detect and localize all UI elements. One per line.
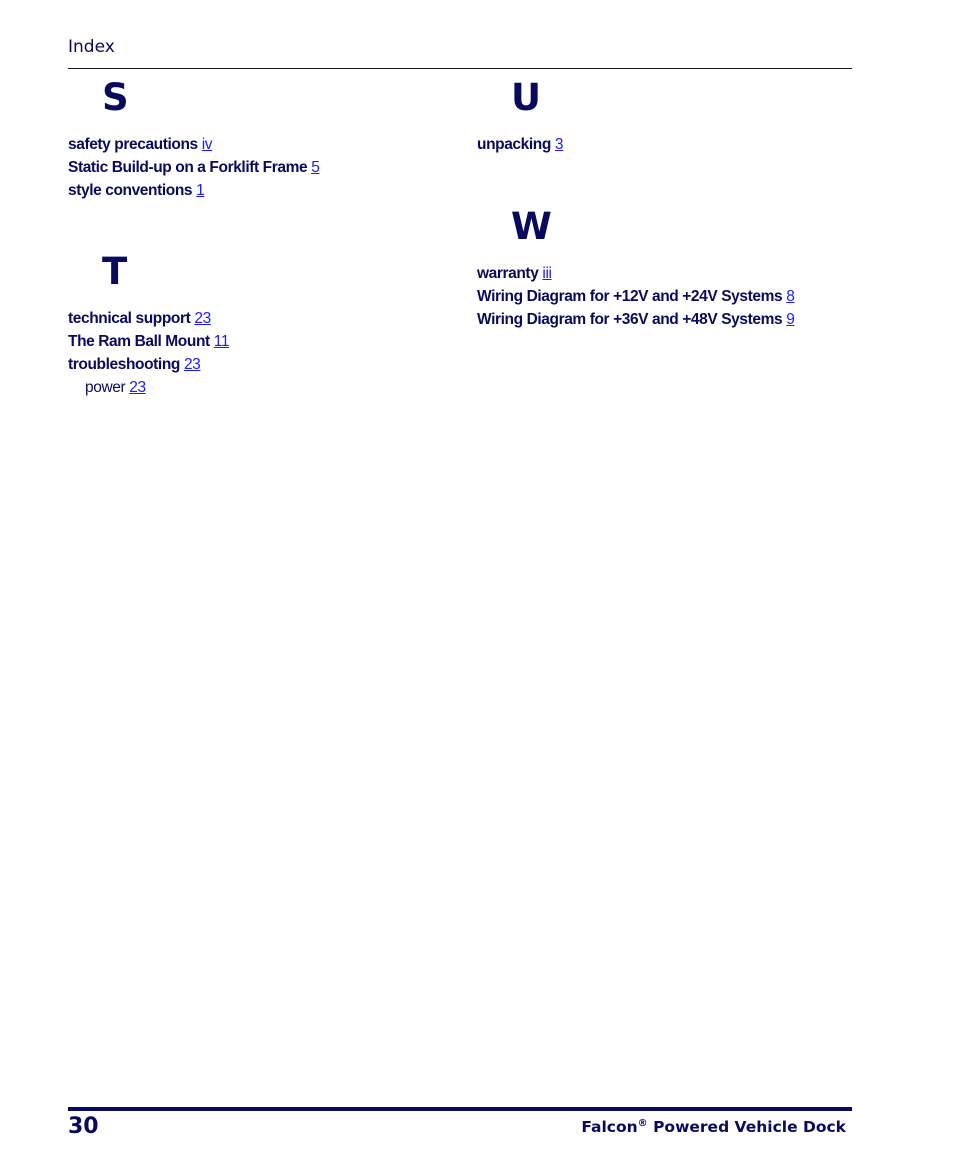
index-entry [477, 262, 794, 285]
page-link[interactable]: 9 [786, 311, 795, 328]
doc-title-brand: Falcon [581, 1118, 638, 1137]
header-divider [68, 68, 852, 69]
index-entry [477, 308, 794, 331]
section-letter: W [511, 205, 552, 248]
index-entry [68, 353, 229, 376]
entry-term: Static Build-up on a Forklift Frame [68, 159, 308, 176]
entry-term: power [85, 379, 126, 396]
page-link[interactable]: 8 [786, 288, 795, 305]
entry-term: Wiring Diagram for +12V and +24V Systems [477, 288, 783, 305]
footer-divider [68, 1107, 852, 1111]
index-entry [68, 179, 319, 202]
entry-term: unpacking [477, 136, 551, 153]
page-link[interactable]: 1 [196, 182, 205, 199]
index-section-u [477, 78, 563, 156]
page-link[interactable]: 23 [194, 310, 211, 327]
page-link[interactable]: 3 [554, 136, 564, 153]
index-entry [477, 133, 563, 156]
entry-term: warranty [477, 265, 539, 282]
index-entry [68, 133, 319, 156]
index-entry [477, 285, 794, 308]
page-link[interactable]: 11 [213, 333, 230, 350]
entry-term: The Ram Ball Mount [68, 333, 210, 350]
entry-term: safety precautions [68, 136, 198, 153]
entry-term: style conventions [68, 182, 193, 199]
index-section-w [477, 207, 794, 331]
index-section-s [68, 78, 319, 202]
page-link[interactable]: 23 [129, 379, 146, 396]
entry-term: technical support [68, 310, 191, 327]
entry-term: Wiring Diagram for +36V and +48V Systems [477, 311, 783, 328]
page-link[interactable]: iv [201, 136, 213, 153]
index-entry [68, 307, 229, 330]
index-section-t [68, 252, 229, 399]
section-letter: S [102, 76, 129, 119]
page-header-title: Index [68, 37, 115, 57]
section-letter: T [102, 250, 128, 293]
entry-term: troubleshooting [68, 356, 180, 373]
document-title [581, 1118, 846, 1136]
section-letter: U [511, 76, 542, 119]
page-link[interactable]: 23 [183, 356, 201, 373]
page-link[interactable]: 5 [311, 159, 320, 176]
doc-title-rest: Powered Vehicle Dock [647, 1118, 846, 1137]
page-number: 30 [68, 1114, 99, 1139]
index-subentry [85, 376, 229, 399]
index-entry [68, 330, 229, 353]
index-entry [68, 156, 319, 179]
registered-mark: ® [637, 1118, 648, 1129]
page-link[interactable]: iii [542, 265, 552, 282]
